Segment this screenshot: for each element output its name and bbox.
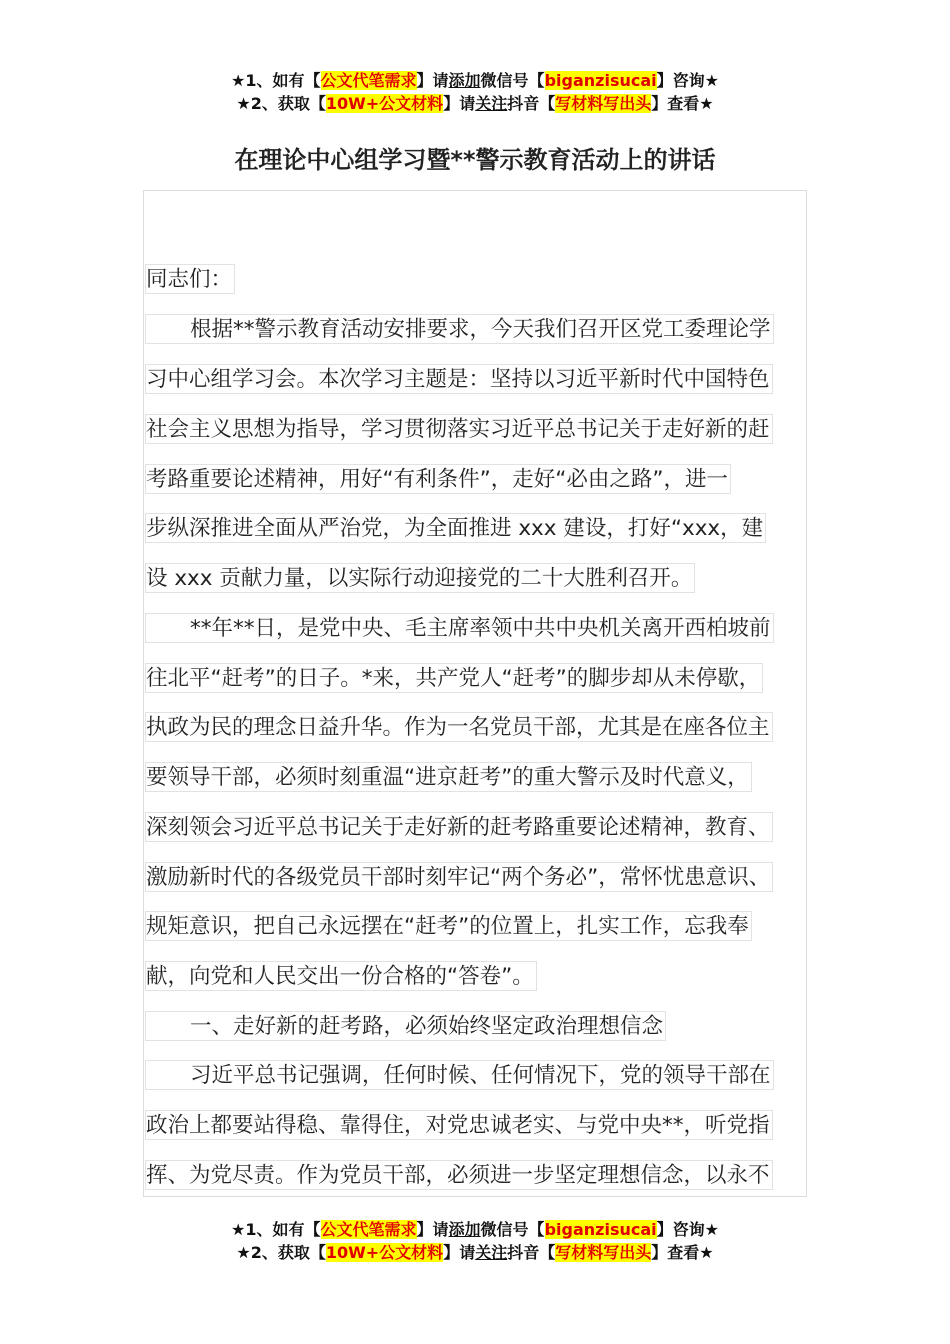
promo-line-2: ★2、获取【10W+公文材料】请关注抖音【写材料写出头】查看★ bbox=[236, 94, 714, 113]
text-line: 考路重要论述精神，用好“有利条件”，走好“必由之路”，进一 bbox=[145, 464, 731, 494]
text-line: 设 xxx 贡献力量，以实际行动迎接党的二十大胜利召开。 bbox=[145, 563, 695, 593]
text-line: **年**日，是党中央、毛主席率领中共中央机关离开西柏坡前 bbox=[145, 613, 774, 643]
text-line: 步纵深推进全面从严治党，为全面推进 xxx 建设，打好“xxx，建 bbox=[145, 513, 766, 543]
section-heading: 一、走好新的赶考路，必须始终坚定政治理想信念 bbox=[145, 1011, 666, 1041]
document-title: 在理论中心组学习暨**警示教育活动上的讲话 bbox=[234, 146, 716, 174]
promo-footer bbox=[0, 1218, 950, 1264]
text-line: 要领导干部，必须时刻重温“进京赶考”的重大警示及时代意义， bbox=[145, 762, 752, 792]
text-line: 同志们： bbox=[145, 264, 235, 294]
text-line: 激励新时代的各级党员干部时刻牢记“两个务必”，常怀忧患意识、 bbox=[145, 862, 773, 892]
promo-highlight-wechat-id: biganzisucai bbox=[544, 1220, 657, 1239]
promo-highlight-materials: 10W+公文材料 bbox=[325, 94, 444, 113]
promo-line-2: ★2、获取【10W+公文材料】请关注抖音【写材料写出头】查看★ bbox=[236, 1243, 714, 1262]
text-line: 规矩意识，把自己永远摆在“赶考”的位置上，扎实工作，忘我奉 bbox=[145, 911, 752, 941]
promo-highlight-douyin: 写材料写出头 bbox=[555, 94, 652, 113]
promo-highlight-writing-service: 公文代笔需求 bbox=[320, 71, 417, 90]
text-line: 往北平“赶考”的日子。*来，共产党人“赶考”的脚步却从未停歇， bbox=[145, 663, 763, 693]
text-line: 政治上都要站得稳、靠得住，对党忠诚老实、与党中央**，听党指 bbox=[145, 1110, 773, 1140]
promo-line-1: ★1、如有【公文代笔需求】请添加微信号【biganzisucai】咨询★ bbox=[231, 71, 719, 90]
text-line: 习中心组学习会。本次学习主题是：坚持以习近平新时代中国特色 bbox=[145, 364, 773, 394]
text-line: 社会主义思想为指导，学习贯彻落实习近平总书记关于走好新的赶 bbox=[145, 414, 773, 444]
text-line: 执政为民的理念日益升华。作为一名党员干部，尤其是在座各位主 bbox=[145, 712, 773, 742]
promo-highlight-douyin: 写材料写出头 bbox=[555, 1243, 652, 1262]
promo-highlight-wechat-id: biganzisucai bbox=[544, 71, 657, 90]
promo-highlight-writing-service: 公文代笔需求 bbox=[320, 1220, 417, 1239]
text-line: 献，向党和人民交出一份合格的“答卷”。 bbox=[145, 961, 537, 991]
document-body bbox=[143, 190, 807, 1197]
text-line: 习近平总书记强调，任何时候、任何情况下，党的领导干部在 bbox=[145, 1060, 774, 1090]
text-line: 根据**警示教育活动安排要求，今天我们召开区党工委理论学 bbox=[145, 314, 774, 344]
promo-highlight-materials: 10W+公文材料 bbox=[325, 1243, 444, 1262]
text-line: 挥、为党尽责。作为党员干部，必须进一步坚定理想信念，以永不 bbox=[145, 1160, 773, 1190]
promo-line-1: ★1、如有【公文代笔需求】请添加微信号【biganzisucai】咨询★ bbox=[231, 1220, 719, 1239]
promo-header bbox=[0, 69, 950, 115]
text-line: 深刻领会习近平总书记关于走好新的赶考路重要论述精神，教育、 bbox=[145, 812, 773, 842]
